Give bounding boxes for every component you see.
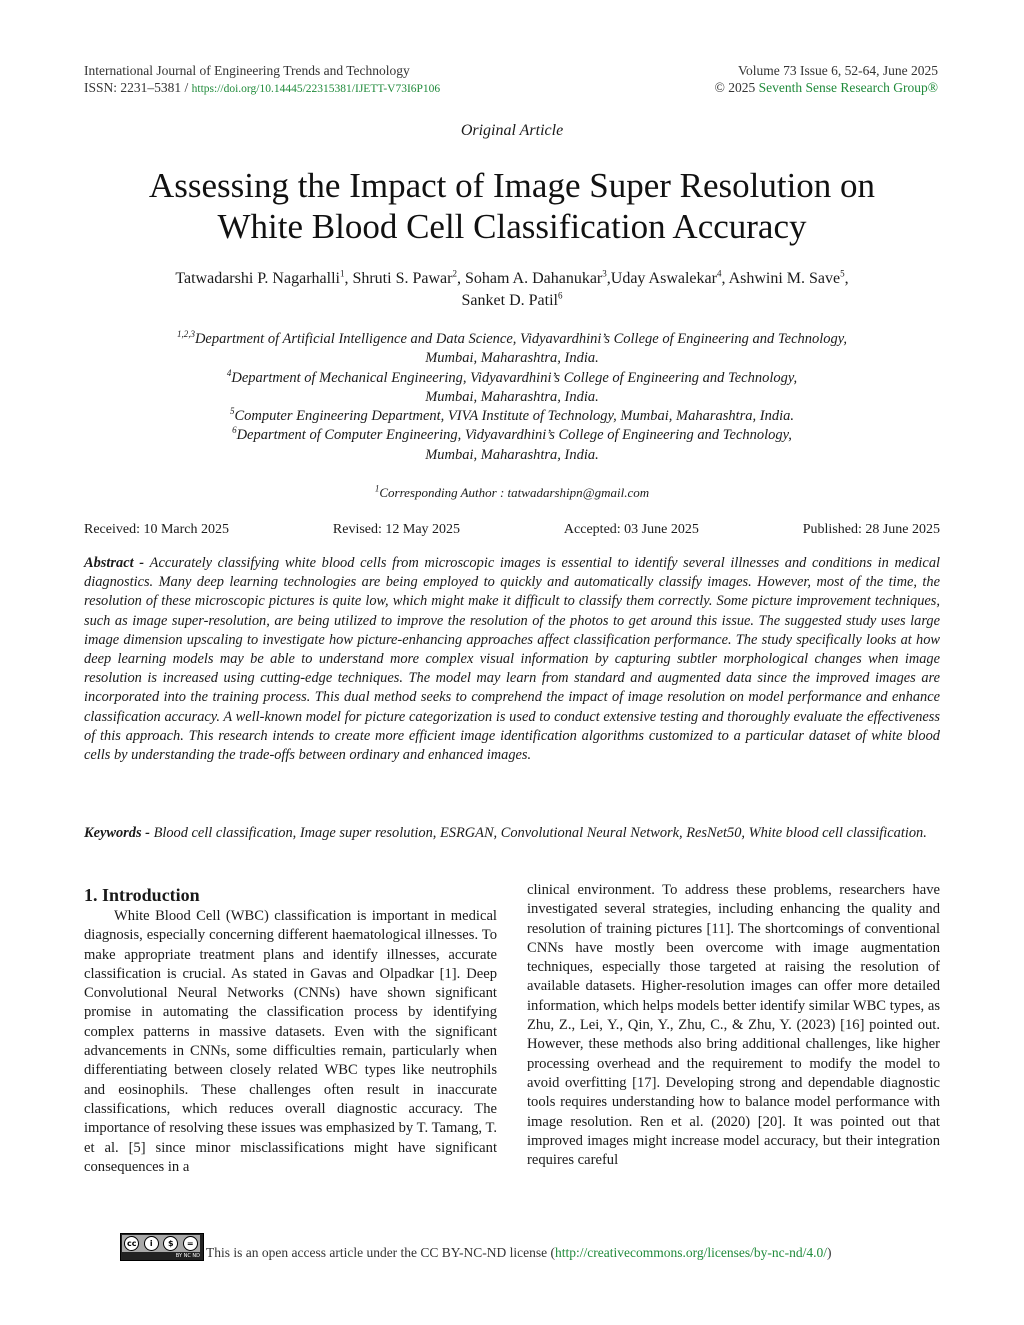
author-sup: 5 (840, 268, 845, 279)
affiliation-sup: 1,2,3 (176, 329, 195, 340)
affiliation-4 (84, 369, 940, 388)
affiliations (84, 330, 940, 465)
left-column (84, 883, 497, 1177)
accepted-date: Accepted: 03 June 2025 (563, 522, 699, 537)
keywords-label: Keywords - (84, 825, 154, 841)
published-date: Published: 28 June 2025 (802, 522, 940, 537)
author-name: Shruti S. Pawar (352, 270, 453, 287)
affiliation-text: Department of Artificial Intelligence and Data Science, Vidyavardhini’s College of Engineering and Technology, (194, 331, 848, 347)
corresponding-author (84, 485, 940, 501)
affiliation-sup: 4 (226, 367, 232, 378)
author-name: Uday Aswalekar (610, 270, 717, 287)
affiliation-text: Department of Mechanical Engineering, Vidyavardhini’s College of Engineering and Technology, (231, 369, 798, 386)
section-heading: 1. Introduction (84, 885, 200, 905)
volume-header (715, 62, 938, 96)
journal-header (84, 62, 440, 98)
affiliation-5 (84, 407, 940, 426)
intro-paragraph-right: clinical environment. To address these problems, researchers have investigated several strategies, including enhancing the quality and resolution of training pictures [11]. The shortcomings of conventional CNNs have mostly been overcome with image augmentation techniques, especially those targeted at raising the resolution of available datasets. Higher-resolution images can offer more detailed information, which helps models better identify similar WBC types, as Zhu, Z., Lei, Y., Qin, Y., Zhu, C., & Zhu, Y. (2023) [16] pointed out. However, these methods also bring additional challenges, like higher processing overhead and the requirement to modify the model to avoid overfitting [17]. Developing strong and dependable diagnostic tools requires understanding how to balance model performance with image resolution. Ren et al. (2020) [20]. It was pointed out that improved images might increase model accuracy, but their integration requires careful (527, 882, 940, 1169)
doi-link[interactable]: https://doi.org/10.14445/22315381/IJETT-V73I6P106 (191, 83, 441, 95)
affiliation-text: Department of Computer Engineering, Vidyavardhini’s College of Engineering and Technology, (236, 427, 792, 444)
author-name: Ashwini M. Save (728, 270, 841, 287)
author-sup: 1 (339, 268, 345, 279)
license-link[interactable]: http://creativecommons.org/licenses/by-nc-nd/4.0/ (555, 1245, 827, 1260)
author-name: Tatwadarshi P. Nagarhalli (175, 270, 340, 287)
article-type: Original Article (460, 122, 564, 139)
license-text: This is an open access article under the CC BY-NC-ND license ( (206, 1245, 556, 1260)
license-footer (120, 1233, 831, 1261)
by-icon: i (144, 1236, 159, 1251)
nc-icon: $ (163, 1236, 178, 1251)
affiliation-1 (84, 330, 940, 349)
author-sup: 6 (557, 290, 563, 301)
issn: ISSN: 2231–5381 / (84, 80, 192, 95)
intro-paragraph-left: White Blood Cell (WBC) classification is important in medical diagnosis, especially concerning different haematological illnesses. To make appropriate treatment plans and identify illnesses, accurate classification is crucial. As stated in Gavas and Olpadkar [1]. Deep Convolutional Neural Networks (CNNs) have shown significant promise in automating the classification process by identifying complex patterns in massive datasets. Even with the significant advancements in CNNs, some difficulties remain, particularly when differentiating between closely related WBC types like neutrophils and eosinophils. These challenges often result in inaccurate classifications, which reduces overall diagnostic accuracy. The importance of resolving these issues was emphasized by T. Tamang, T. et al. [5] since minor misclassifications might have significant consequences in a (84, 908, 497, 1175)
volume-info: Volume 73 Issue 6, 52-64, June 2025 (738, 63, 938, 78)
author-name: Sanket D. Patil (461, 292, 558, 309)
copyright-line (715, 79, 938, 96)
title-line-2: White Blood Cell Classification Accuracy (217, 207, 807, 246)
author-sup: 2 (452, 268, 457, 279)
affiliation-6 (84, 426, 940, 445)
abstract (84, 554, 940, 765)
cc-symbols (122, 1235, 200, 1252)
affiliation-sup: 6 (232, 425, 237, 436)
title-line-1: Assessing the Impact of Image Super Resolution on (148, 166, 876, 205)
abstract-label: Abstract - (84, 555, 150, 571)
issn-line (84, 79, 440, 98)
dates-row (84, 522, 940, 538)
cc-badge-text: BY NC ND (175, 1253, 200, 1259)
author-sup: 4 (716, 268, 722, 279)
revised-date: Revised: 12 May 2025 (332, 522, 461, 537)
paper-title (84, 165, 940, 247)
nd-icon: = (183, 1236, 198, 1251)
affiliation-1-city: Mumbai, Maharashtra, India. (425, 350, 599, 367)
copyright-prefix: © 2025 (714, 80, 759, 95)
affiliation-4-city: Mumbai, Maharashtra, India. (425, 388, 599, 405)
author-name: Soham A. Dahanukar (464, 270, 603, 287)
received-date: Received: 10 March 2025 (84, 522, 230, 537)
author-list: Tatwadarshi P. Nagarhalli$^1$, Shruti S. Pawar$^2$, Soham A. Dahanukar$^3$,Uday Aswalekar$^4$, Ashwini M. Save$^5$, Sanket D. Patil$^6$ (175, 268, 849, 309)
author-sup: 3 (602, 268, 607, 279)
cc-icon: cc (124, 1236, 139, 1251)
right-column (527, 881, 940, 1170)
publisher-link[interactable]: Seventh Sense Research Group® (758, 80, 938, 95)
keywords-text: Blood cell classification, Image super resolution, ESRGAN, Convolutional Neural Network, ResNet50, White blood cell classification. (153, 825, 927, 841)
corresponding-text: Corresponding Author : tatwadarshipn@gmail.com (379, 485, 650, 500)
license-close: ) (826, 1245, 832, 1260)
affiliation-sup: 5 (229, 406, 235, 417)
journal-name: International Journal of Engineering Trends and Technology (84, 63, 410, 78)
affiliation-text: Computer Engineering Department, VIVA Institute of Technology, Mumbai, Maharashtra, India. (234, 408, 795, 425)
corresponding-sup: 1 (374, 483, 380, 494)
keywords (84, 824, 940, 843)
cc-license-badge-icon[interactable] (120, 1233, 204, 1261)
abstract-text: Accurately classifying white blood cells from microscopic images is essential to identify several illnesses and conditions in medical diagnostics. Many deep learning technologies are being employed to quickly and automatically classify images. However, most of the time, the resolution of these microscopic pictures is quite low, which might make it difficult to classify them correctly. Some picture improvement techniques, such as image super-resolution, are being utilized to improve the resolution of the photos to get around this issue. The suggested study uses large image dimension upscaling to investigate how picture-enhancing approaches affect classification performance. The study specifically looks at how deep learning models may be able to understand more complex visual information by capturing subtler morphological changes when image resolution is increased using cutting-edge techniques. The model may learn from standard and augmented data since the improved images are incorporated into the training process. This dual method seeks to comprehend the impact of image resolution on model performance and enhance classification accuracy. A well-known model for picture categorization is used to conduct extensive testing and thoroughly evaluate the effectiveness of this approach. This research intends to create more efficient image identification algorithms customized to a particular dataset of white blood cells by understanding the trade-offs between ordinary and enhanced images. (84, 555, 941, 764)
affiliation-6-city: Mumbai, Maharashtra, India. (425, 446, 599, 463)
